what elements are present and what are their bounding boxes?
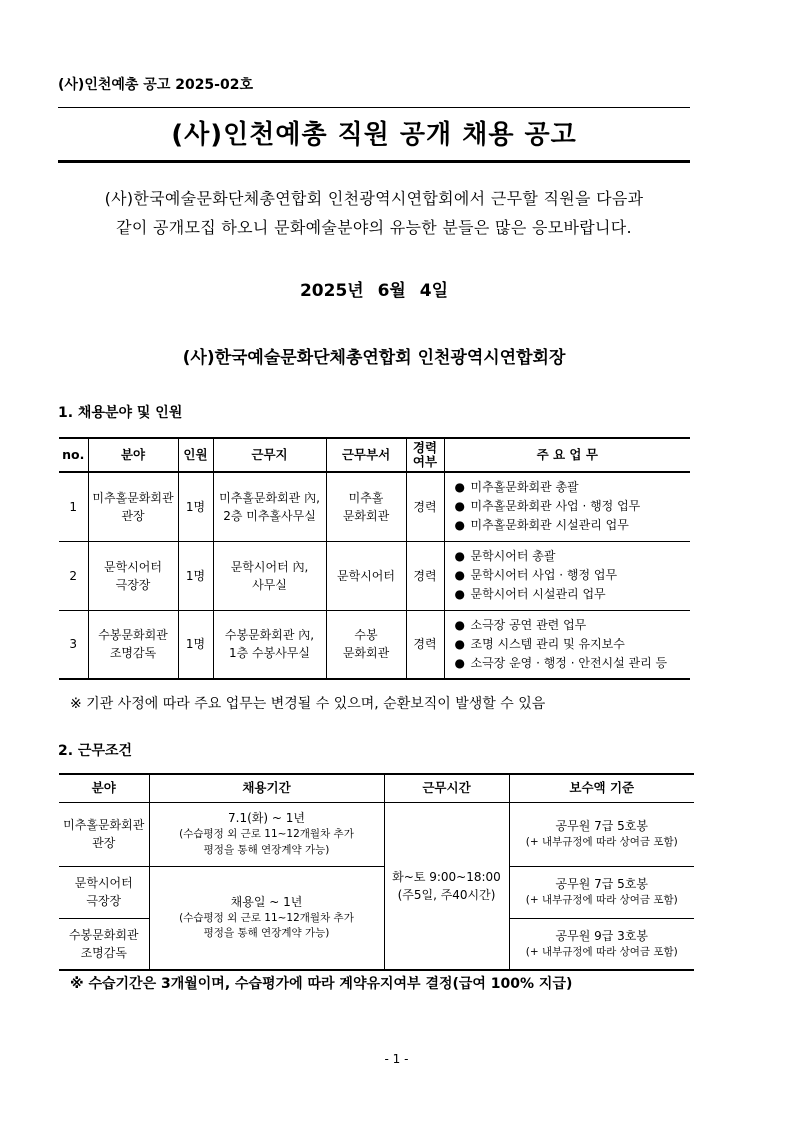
duty-item: ● 조명 시스템 관리 및 유지보수	[455, 635, 689, 654]
bullet-icon: ●	[454, 636, 465, 651]
duty-item: ● 미추홀문화회관 시설관리 업무	[455, 516, 689, 535]
row-field: 문학시어터 극장장	[88, 541, 178, 610]
row-pay: 공무원 7급 5호봉 (+ 내부규정에 따라 상여금 포함)	[509, 802, 694, 866]
row-duties	[444, 610, 690, 679]
section-1-note: ※ 기관 사정에 따라 주요 업무는 변경될 수 있으며, 순환보직이 발생할 수 있음	[70, 696, 546, 712]
header-pay: 보수액 기준	[509, 774, 694, 802]
header-duties: 주 요 업 무	[444, 438, 690, 472]
row-count: 1명	[178, 610, 213, 679]
header-no: no.	[59, 438, 88, 472]
header-field: 분야	[59, 774, 149, 802]
row-no: 1	[59, 472, 88, 541]
table-header-row	[59, 774, 694, 802]
duty-item: ● 소극장 운영 · 행정 · 안전시설 관리 등	[455, 654, 689, 673]
row-no: 2	[59, 541, 88, 610]
bullet-icon: ●	[454, 655, 465, 670]
conditions-table	[59, 773, 694, 971]
header-hours: 근무시간	[384, 774, 509, 802]
row-duties	[444, 472, 690, 541]
row-field: 문학시어터 극장장	[59, 866, 149, 918]
table-row	[59, 541, 690, 610]
row-field: 미추홀문화회관 관장	[88, 472, 178, 541]
row-career: 경력	[406, 541, 444, 610]
table-row	[59, 610, 690, 679]
row-count: 1명	[178, 541, 213, 610]
duty-item: ● 문학시어터 시설관리 업무	[455, 585, 689, 604]
row-career: 경력	[406, 472, 444, 541]
header-count: 인원	[178, 438, 213, 472]
header-period: 채용기간	[149, 774, 384, 802]
bullet-icon: ●	[454, 518, 465, 533]
header-career: 경력 여부	[406, 438, 444, 472]
duty-item: ● 미추홀문화회관 사업 · 행정 업무	[455, 497, 689, 516]
row-workplace: 수봉문화회관 內, 1층 수봉사무실	[213, 610, 326, 679]
table-row	[59, 866, 694, 918]
table-row	[59, 472, 690, 541]
notice-number: (사)인천예총 공고 2025-02호	[58, 77, 253, 93]
header-field: 분야	[88, 438, 178, 472]
header-dept: 근무부서	[326, 438, 406, 472]
announcement-date: 2025년 6월 4일	[299, 281, 449, 301]
row-count: 1명	[178, 472, 213, 541]
row-period: 채용일 ~ 1년 (수습평정 외 근로 11~12개월차 추가 평정을 통해 연장계약 가능)	[149, 866, 384, 970]
row-pay: 공무원 9급 3호봉 (+ 내부규정에 따라 상여금 포함)	[509, 918, 694, 970]
intro-line-1: (사)한국예술문화단체총연합회 인천광역시연합회에서 근무할 직원을 다음과	[104, 189, 644, 208]
recruitment-table	[59, 437, 690, 680]
organization-name: (사)한국예술문화단체총연합회 인천광역시연합회장	[182, 348, 566, 368]
bullet-icon: ●	[454, 617, 465, 632]
row-dept: 문학시어터	[326, 541, 406, 610]
table-row	[59, 802, 694, 866]
bullet-icon: ●	[454, 587, 465, 601]
row-field: 수봉문화회관 조명감독	[59, 918, 149, 970]
row-duties	[444, 541, 690, 610]
top-rule	[58, 107, 690, 108]
row-dept: 미추홀 문화회관	[326, 472, 406, 541]
row-workplace: 문학시어터 內, 사무실	[213, 541, 326, 610]
duty-item: ● 소극장 공연 관련 업무	[455, 616, 689, 635]
table-header-row	[59, 438, 690, 472]
section-1-title: 1. 채용분야 및 인원	[58, 405, 183, 421]
row-period: 7.1(화) ~ 1년 (수습평정 외 근로 11~12개월차 추가 평정을 통해 연장계약 가능)	[149, 802, 384, 866]
title-rule	[58, 160, 690, 163]
section-2-title: 2. 근무조건	[58, 743, 133, 759]
section-2-note: ※ 수습기간은 3개월이며, 수습평가에 따라 계약유지여부 결정(급여 100% 지급)	[70, 976, 573, 992]
row-hours: 화~토 9:00~18:00 (주5일, 주40시간)	[384, 802, 509, 970]
row-pay: 공무원 7급 5호봉 (+ 내부규정에 따라 상여금 포함)	[509, 866, 694, 918]
duty-item: ● 문학시어터 사업 · 행정 업무	[455, 566, 689, 585]
page-number: - 1 -	[384, 1052, 409, 1066]
page-title: (사)인천예총 직원 공개 채용 공고	[171, 120, 577, 150]
intro-line-2: 같이 공개모집 하오니 문화예술분야의 유능한 분들은 많은 응모바랍니다.	[116, 218, 632, 237]
row-field: 수봉문화회관 조명감독	[88, 610, 178, 679]
bullet-icon: ●	[454, 568, 465, 582]
duty-item: ● 미추홀문화회관 총괄	[455, 478, 689, 497]
row-workplace: 미추홀문화회관 內, 2층 미추홀사무실	[213, 472, 326, 541]
bullet-icon: ●	[454, 480, 465, 495]
duty-item: ● 문학시어터 총괄	[455, 547, 689, 566]
header-workplace: 근무지	[213, 438, 326, 472]
row-dept: 수봉 문화회관	[326, 610, 406, 679]
bullet-icon: ●	[454, 549, 465, 563]
row-career: 경력	[406, 610, 444, 679]
row-field: 미추홀문화회관 관장	[59, 802, 149, 866]
row-no: 3	[59, 610, 88, 679]
bullet-icon: ●	[454, 499, 465, 514]
